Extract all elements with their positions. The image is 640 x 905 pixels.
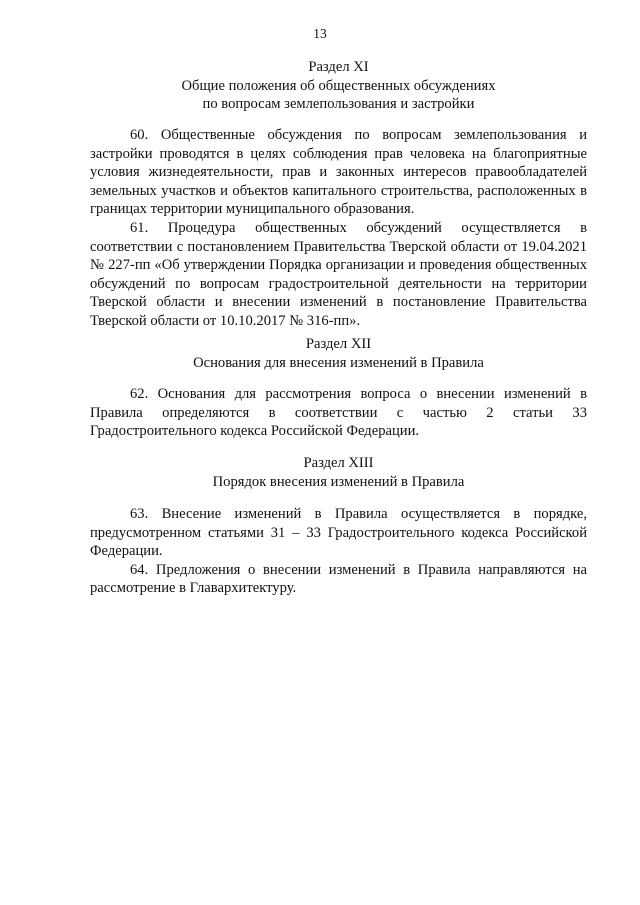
section-title-line: Порядок внесения изменений в Правила [212,473,465,490]
page-number: 13 [313,26,327,41]
section-number: Раздел XIII [303,455,374,471]
section-11-heading [90,58,587,114]
section-13-body [90,505,587,598]
section-13-heading [90,454,587,491]
section-12-heading [90,335,587,372]
paragraph-60: 60. Общественные обсуждения по вопросам землепользования и застройки проводятся в целях соблюдения прав человека на благоприятные условия жизнедеятельности, прав и законных интересов правообладателей земельных участков и объектов капитального строительства, расположенных в границах территории муниципального образования. [90,127,587,218]
section-number: Раздел XII [305,336,372,352]
section-11-body [90,126,587,331]
section-number: Раздел XI [308,59,369,75]
paragraph-63: 63. Внесение изменений в Правила осуществляется в порядке, предусмотренном статьями 31 – 33 Градостроительного кодекса Российской Федерации. [90,506,587,560]
section-12-body [90,385,587,441]
paragraph-64: 64. Предложения о внесении изменений в Правила направляются на рассмотрение в Главархитектуру. [90,561,587,597]
section-title-line: Основания для внесения изменений в Правила [193,354,484,371]
section-title-line: Общие положения об общественных обсуждениях [181,77,496,94]
section-title-line: по вопросам землепользования и застройки [202,96,475,113]
paragraph-61: 61. Процедура общественных обсуждений осуществляется в соответствии с постановлением Правительства Тверской области от 19.04.2021 № 227-пп «Об утверждении Порядка организации и проведения общественных обсуждений по вопросам градостроительной деятельности на территории Тверской области и внесении изменений в постановление Правительства Тверской области от 10.10.2017 № 316-пп». [90,219,587,329]
paragraph-62: 62. Основания для рассмотрения вопроса о внесении изменений в Правила определяются в соответствии с частью 2 статьи 33 Градостроительного кодекса Российской Федерации. [90,386,587,440]
